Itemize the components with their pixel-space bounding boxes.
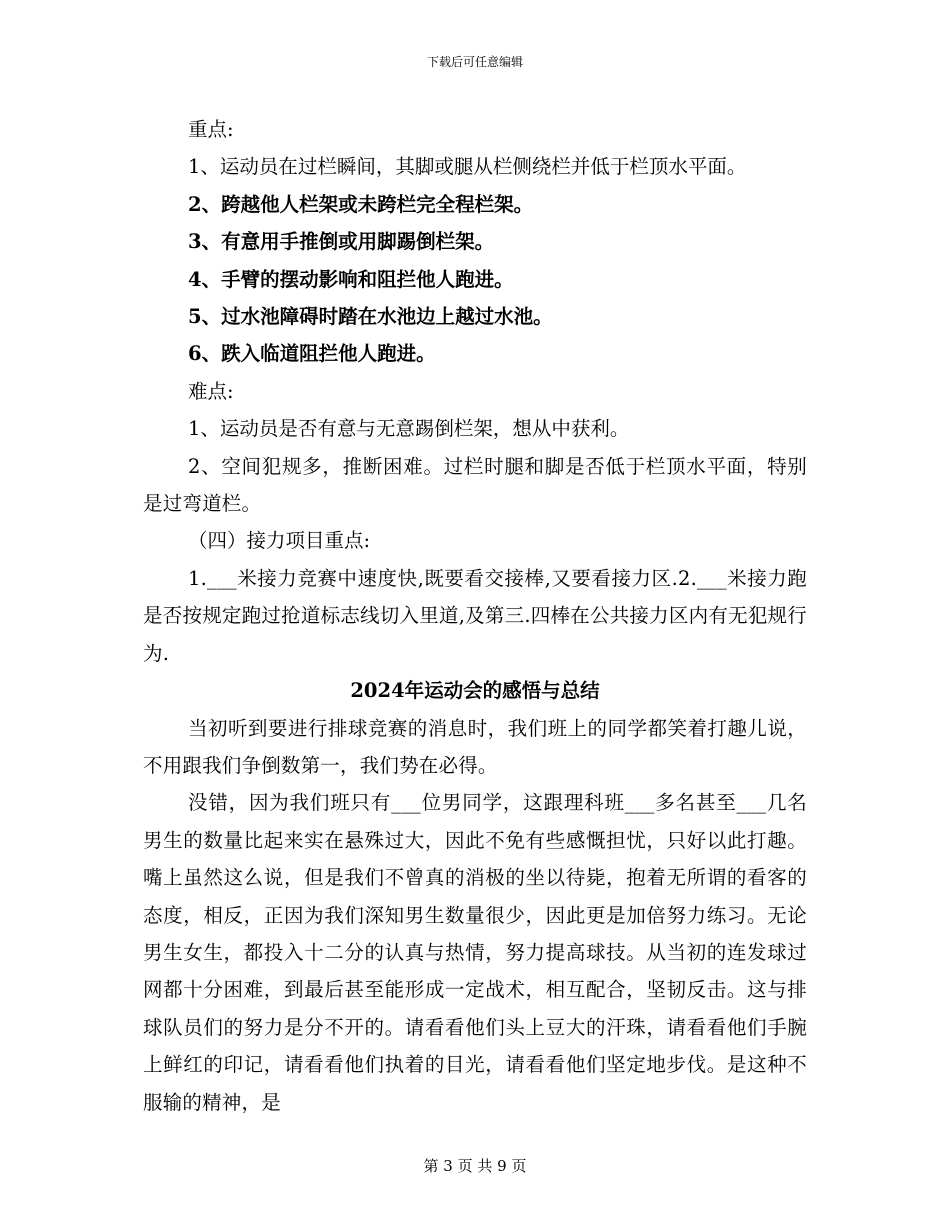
relay-paragraph: 1.___米接力竞赛中速度快,既要看交接棒,又要看接力区.2.___米接力跑是否按规定跑过抢道标志线切入里道,及第三.四棒在公共接力区内有无犯规行为. [143,566,807,665]
key-point-item: 3、有意用手推倒或用脚踢倒栏架。 [188,230,495,254]
key-point-item: 1、运动员在过栏瞬间，其脚或腿从栏侧绕栏并低于栏顶水平面。 [188,155,747,179]
key-point-item: 6、跌入临道阻拦他人跑进。 [188,342,436,366]
relay-heading: （四）接力项目重点: [188,529,371,553]
page-footer: 第 3 页 共 9 页 [423,1157,527,1175]
key-point-item: 5、过水池障碍时踏在水池边上越过水池。 [188,305,553,329]
document-body [143,111,807,1121]
page-header: 下载后可任意编辑 [426,55,523,69]
key-point-item: 4、手臂的摆动影响和阻拦他人跑进。 [188,267,514,291]
difficulty-item: 2、空间犯规多，推断困难。过栏时腿和脚是否低于栏顶水平面，特别是过弯道栏。 [143,454,807,516]
body-paragraph: 当初听到要进行排球竞赛的消息时，我们班上的同学都笑着打趣儿说，不用跟我们争倒数第一，我们势在必得。 [143,716,807,777]
difficulty-item: 1、运动员是否有意与无意踢倒栏架，想从中获利。 [188,417,630,441]
key-points-label: 重点: [188,118,234,141]
difficulties-label: 难点: [188,379,234,403]
key-point-item: 2、跨越他人栏架或未跨栏完全程栏架。 [188,192,534,216]
body-paragraph: 没错，因为我们班只有___位男同学，这跟理科班___多名甚至___几名男生的数量比起来实在悬殊过大，因此不免有些感慨担忧，只好以此打趣。嘴上虽然这么说，但是我们不曾真的消极的坐以待毙，抱着无所谓的看客的态度，相反，正因为我们深知男生数量很少，因此更是加倍努力练习。无论男生女生，都投入十二分的认真与热情，努力提高球技。从当初的连发球过网都十分困难，到最后甚至能形成一定战术，相互配合，坚韧反击。这与排球队员们的努力是分不开的。请看看他们头上豆大的汗珠，请看看他们手腕上鲜红的印记，请看看他们执着的目光，请看看他们坚定地步伐。是这种不服输的精神，是 [143,791,807,1114]
section-title: 2024年运动会的感悟与总结 [350,679,600,703]
